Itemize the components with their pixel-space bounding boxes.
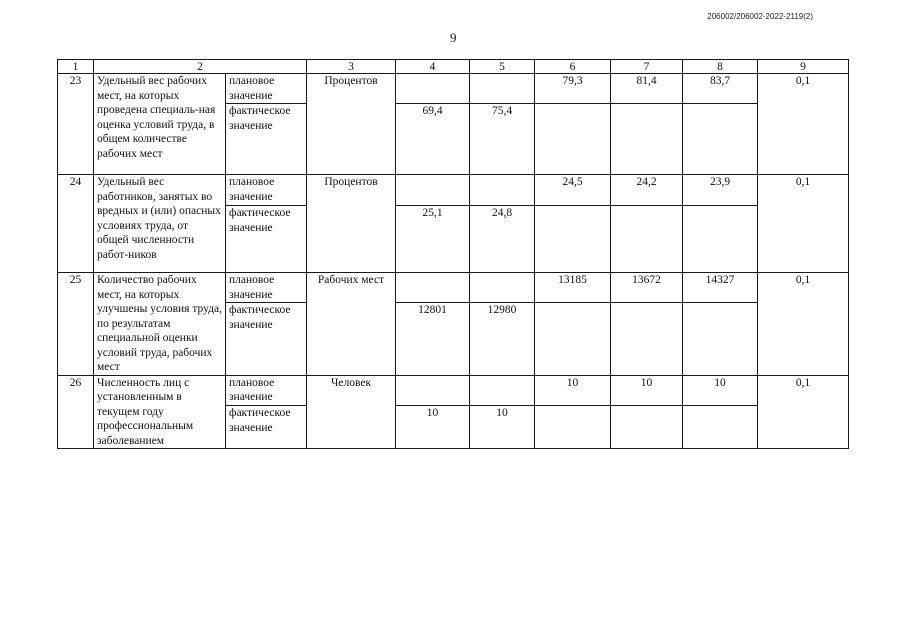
fact-value-col8 [683, 206, 758, 273]
fact-value-col5: 24,8 [470, 206, 535, 273]
col9-value: 0,1 [758, 74, 849, 175]
column-header: 2 [94, 60, 307, 74]
table-row [58, 273, 849, 303]
column-header: 3 [307, 60, 396, 74]
fact-value-col6 [535, 303, 611, 375]
plan-value-col7: 24,2 [611, 175, 683, 206]
table-row [58, 74, 849, 104]
plan-label: плановое значение [226, 375, 307, 406]
row-number: 24 [58, 175, 94, 273]
plan-value-col5 [470, 74, 535, 104]
fact-value-col7 [611, 406, 683, 449]
row-number: 23 [58, 74, 94, 175]
indicator-name: Удельный вес рабочих мест, на которых проведена специаль-ная оценка условий труда, в общем количестве рабочих мест [94, 74, 226, 175]
fact-value-col8 [683, 303, 758, 375]
column-header: 4 [396, 60, 470, 74]
indicators-table [57, 59, 849, 449]
plan-value-col7: 10 [611, 375, 683, 406]
table-row [58, 375, 849, 406]
fact-value-col6 [535, 104, 611, 175]
indicator-name: Количество рабочих мест, на которых улучшены условия труда, по результатам специальной оценки условий труда, рабочих мест [94, 273, 226, 376]
column-number-row [58, 60, 849, 74]
fact-value-col8 [683, 406, 758, 449]
plan-value-col5 [470, 273, 535, 303]
col9-value: 0,1 [758, 273, 849, 376]
unit-cell: Человек [307, 375, 396, 449]
indicator-name: Численность лиц с установленным в текущем году профессиональным заболеванием [94, 375, 226, 449]
fact-value-col7 [611, 303, 683, 375]
column-header: 6 [535, 60, 611, 74]
fact-value-col6 [535, 406, 611, 449]
fact-value-col4: 69,4 [396, 104, 470, 175]
fact-label: фактическое значение [226, 104, 307, 175]
plan-value-col7: 81,4 [611, 74, 683, 104]
plan-label: плановое значение [226, 273, 307, 303]
plan-label: плановое значение [226, 74, 307, 104]
row-number: 26 [58, 375, 94, 449]
indicator-name: Удельный вес работников, занятых во вредных и (или) опасных условиях труда, от общей численности работ-ников [94, 175, 226, 273]
fact-label: фактическое значение [226, 206, 307, 273]
fact-label: фактическое значение [226, 303, 307, 375]
page-number: 9 [450, 30, 457, 45]
col9-value: 0,1 [758, 375, 849, 449]
plan-value-col7: 13672 [611, 273, 683, 303]
fact-value-col4: 10 [396, 406, 470, 449]
plan-label: плановое значение [226, 175, 307, 206]
plan-value-col6: 10 [535, 375, 611, 406]
column-header: 1 [58, 60, 94, 74]
plan-value-col5 [470, 175, 535, 206]
fact-value-col7 [611, 104, 683, 175]
plan-value-col5 [470, 375, 535, 406]
plan-value-col4 [396, 175, 470, 206]
plan-value-col8: 14327 [683, 273, 758, 303]
fact-value-col4: 25,1 [396, 206, 470, 273]
row-number: 25 [58, 273, 94, 376]
fact-label: фактическое значение [226, 406, 307, 449]
plan-value-col6: 24,5 [535, 175, 611, 206]
table-row [58, 175, 849, 206]
column-header: 5 [470, 60, 535, 74]
unit-cell: Рабочих мест [307, 273, 396, 376]
document-id: 206002/206002-2022-2119(2) [707, 12, 813, 21]
plan-value-col6: 13185 [535, 273, 611, 303]
unit-cell: Процентов [307, 74, 396, 175]
plan-value-col4 [396, 375, 470, 406]
plan-value-col8: 23,9 [683, 175, 758, 206]
plan-value-col6: 79,3 [535, 74, 611, 104]
fact-value-col7 [611, 206, 683, 273]
plan-value-col8: 83,7 [683, 74, 758, 104]
plan-value-col4 [396, 74, 470, 104]
plan-value-col8: 10 [683, 375, 758, 406]
column-header: 8 [683, 60, 758, 74]
col9-value: 0,1 [758, 175, 849, 273]
column-header: 9 [758, 60, 849, 74]
fact-value-col5: 10 [470, 406, 535, 449]
fact-value-col4: 12801 [396, 303, 470, 375]
unit-cell: Процентов [307, 175, 396, 273]
fact-value-col6 [535, 206, 611, 273]
fact-value-col8 [683, 104, 758, 175]
fact-value-col5: 12980 [470, 303, 535, 375]
column-header: 7 [611, 60, 683, 74]
fact-value-col5: 75,4 [470, 104, 535, 175]
plan-value-col4 [396, 273, 470, 303]
